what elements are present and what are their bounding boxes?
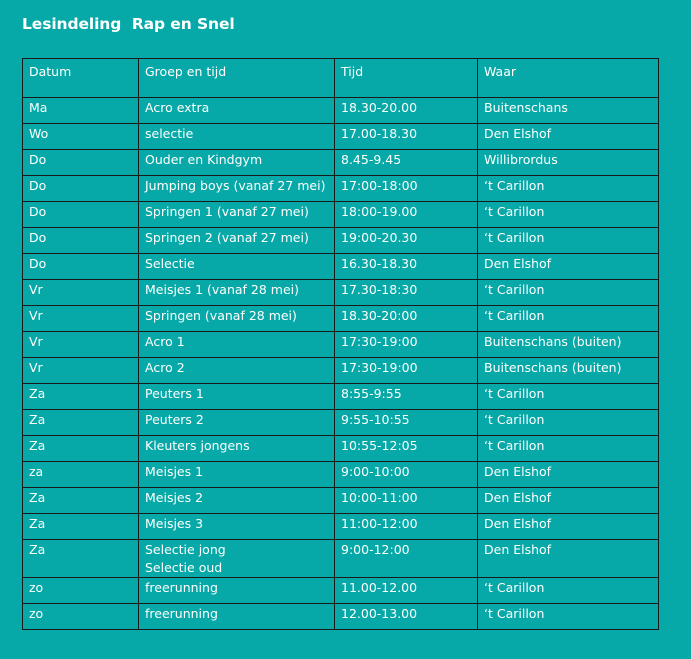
cell-time: 12.00-13.00	[335, 604, 478, 630]
group-line: Meisjes 2	[145, 490, 204, 505]
cell-day: Za	[23, 384, 139, 410]
table-row	[23, 124, 659, 150]
cell-day: Vr	[23, 358, 139, 384]
cell-day: zo	[23, 604, 139, 630]
group-line: Acro extra	[145, 100, 210, 115]
cell-place: ‘t Carillon	[478, 176, 659, 202]
cell-group	[139, 202, 335, 228]
table-row	[23, 604, 659, 630]
cell-group	[139, 306, 335, 332]
table-row	[23, 410, 659, 436]
cell-place: Den Elshof	[478, 124, 659, 150]
cell-group	[139, 150, 335, 176]
cell-time: 16.30-18.30	[335, 254, 478, 280]
group-line: Kleuters jongens	[145, 438, 250, 453]
cell-time: 17:30-19:00	[335, 358, 478, 384]
group-line: Springen 1 (vanaf 27 mei)	[145, 204, 309, 219]
cell-place: ‘t Carillon	[478, 228, 659, 254]
header-groep-en-tijd: Groep en tijd	[139, 59, 335, 98]
cell-day: Za	[23, 410, 139, 436]
cell-group	[139, 332, 335, 358]
cell-day: Ma	[23, 98, 139, 124]
cell-place: Den Elshof	[478, 514, 659, 540]
cell-group	[139, 436, 335, 462]
table-row	[23, 306, 659, 332]
cell-day: Vr	[23, 280, 139, 306]
cell-time: 9:00-12:00	[335, 540, 478, 578]
group-line: Acro 2	[145, 360, 185, 375]
group-line: Jumping boys (vanaf 27 mei)	[145, 178, 326, 193]
cell-group	[139, 540, 335, 578]
cell-day: Do	[23, 202, 139, 228]
header-tijd: Tijd	[335, 59, 478, 98]
table-row	[23, 578, 659, 604]
group-line: freerunning	[145, 606, 218, 621]
cell-group	[139, 410, 335, 436]
cell-day: Za	[23, 540, 139, 578]
table-row	[23, 358, 659, 384]
cell-time: 10:55-12:05	[335, 436, 478, 462]
header-datum: Datum	[23, 59, 139, 98]
cell-day: Do	[23, 150, 139, 176]
group-line: Selectie	[145, 256, 195, 271]
cell-time: 11:00-12:00	[335, 514, 478, 540]
group-line: Meisjes 1	[145, 464, 204, 479]
cell-day: za	[23, 462, 139, 488]
cell-group	[139, 604, 335, 630]
group-line: Peuters 1	[145, 386, 204, 401]
group-line: Meisjes 3	[145, 516, 204, 531]
cell-place: Den Elshof	[478, 254, 659, 280]
cell-place: ‘t Carillon	[478, 436, 659, 462]
cell-group	[139, 358, 335, 384]
cell-time: 8:55-9:55	[335, 384, 478, 410]
cell-place: Buitenschans (buiten)	[478, 332, 659, 358]
cell-time: 18.30-20.00	[335, 98, 478, 124]
cell-place: ‘t Carillon	[478, 410, 659, 436]
table-row	[23, 488, 659, 514]
cell-group	[139, 254, 335, 280]
cell-day: Za	[23, 514, 139, 540]
cell-time: 19:00-20.30	[335, 228, 478, 254]
cell-time: 17.00-18.30	[335, 124, 478, 150]
group-line: Acro 1	[145, 334, 185, 349]
cell-group	[139, 488, 335, 514]
cell-time: 18:00-19.00	[335, 202, 478, 228]
cell-time: 9:55-10:55	[335, 410, 478, 436]
cell-day: Do	[23, 176, 139, 202]
table-row	[23, 462, 659, 488]
cell-time: 10:00-11:00	[335, 488, 478, 514]
cell-group	[139, 280, 335, 306]
cell-day: Vr	[23, 332, 139, 358]
cell-day: zo	[23, 578, 139, 604]
group-line: Selectie jong	[145, 542, 226, 557]
group-line: Springen 2 (vanaf 27 mei)	[145, 230, 309, 245]
cell-time: 17:00-18:00	[335, 176, 478, 202]
cell-time: 17.30-18:30	[335, 280, 478, 306]
cell-place: ‘t Carillon	[478, 280, 659, 306]
cell-day: Za	[23, 436, 139, 462]
cell-place: Den Elshof	[478, 462, 659, 488]
cell-place: ‘t Carillon	[478, 578, 659, 604]
cell-day: Do	[23, 254, 139, 280]
cell-time: 11.00-12.00	[335, 578, 478, 604]
cell-place: ‘t Carillon	[478, 384, 659, 410]
cell-day: Wo	[23, 124, 139, 150]
group-line: selectie	[145, 126, 194, 141]
cell-group	[139, 384, 335, 410]
cell-place: Den Elshof	[478, 540, 659, 578]
cell-group	[139, 98, 335, 124]
table-row	[23, 540, 659, 578]
table-row	[23, 514, 659, 540]
table-row	[23, 176, 659, 202]
table-row	[23, 202, 659, 228]
cell-place: Buitenschans (buiten)	[478, 358, 659, 384]
table-row	[23, 332, 659, 358]
cell-group	[139, 462, 335, 488]
table-row	[23, 150, 659, 176]
table-row	[23, 436, 659, 462]
table-row	[23, 254, 659, 280]
group-line: Meisjes 1 (vanaf 28 mei)	[145, 282, 300, 297]
group-line: Selectie oud	[145, 560, 223, 575]
cell-group	[139, 228, 335, 254]
group-line: Springen (vanaf 28 mei)	[145, 308, 297, 323]
cell-day: Do	[23, 228, 139, 254]
cell-place: Den Elshof	[478, 488, 659, 514]
cell-place: ‘t Carillon	[478, 604, 659, 630]
cell-place: Buitenschans	[478, 98, 659, 124]
cell-day: Vr	[23, 306, 139, 332]
cell-place: Willibrordus	[478, 150, 659, 176]
cell-group	[139, 514, 335, 540]
header-waar: Waar	[478, 59, 659, 98]
cell-place: ‘t Carillon	[478, 306, 659, 332]
table-row	[23, 98, 659, 124]
group-line: Ouder en Kindgym	[145, 152, 263, 167]
cell-time: 9:00-10:00	[335, 462, 478, 488]
group-line: Peuters 2	[145, 412, 204, 427]
page-title: Lesindeling Rap en Snel	[22, 15, 235, 33]
group-line: freerunning	[145, 580, 218, 595]
cell-group	[139, 176, 335, 202]
table-row	[23, 280, 659, 306]
cell-time: 18.30-20:00	[335, 306, 478, 332]
table-header-row	[23, 59, 659, 98]
table-row	[23, 228, 659, 254]
cell-group	[139, 124, 335, 150]
cell-time: 8.45-9.45	[335, 150, 478, 176]
cell-time: 17:30-19:00	[335, 332, 478, 358]
table-row	[23, 384, 659, 410]
cell-place: ‘t Carillon	[478, 202, 659, 228]
cell-group	[139, 578, 335, 604]
schedule-table	[22, 58, 659, 630]
cell-day: Za	[23, 488, 139, 514]
